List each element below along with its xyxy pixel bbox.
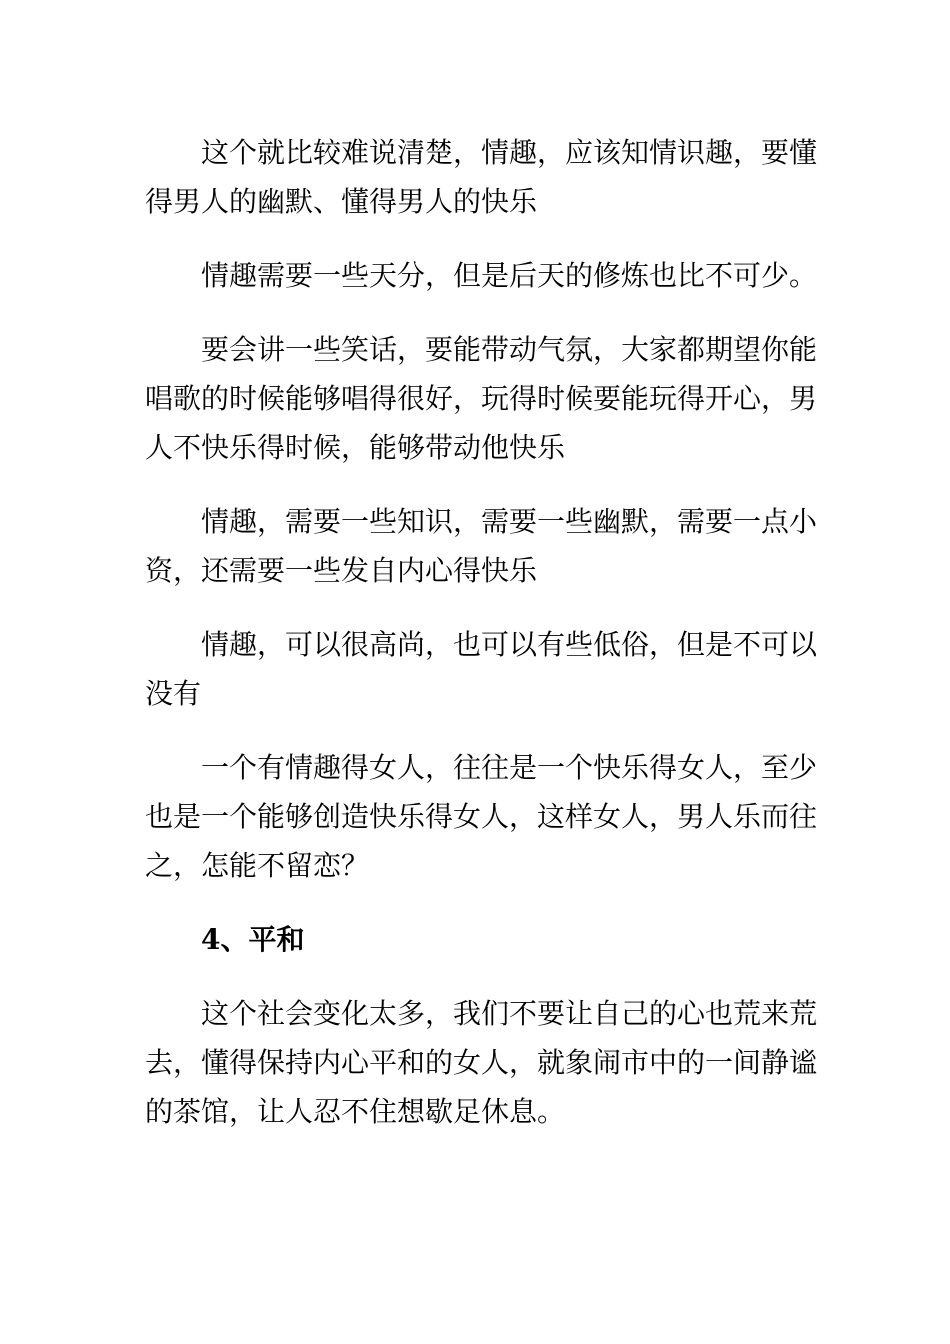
- paragraph-2: 情趣需要一些天分，但是后天的修炼也比不可少。: [201, 259, 818, 292]
- paragraph-3: 要会讲一些笑话，要能带动气氛，大家都期望你能唱歌的时候能够唱得很好，玩得时候要能玩得开心，男人不快乐得时候，能够带动他快乐: [145, 333, 818, 464]
- paragraph-6: 一个有情趣得女人，往往是一个快乐得女人，至少也是一个能够创造快乐得女人，这样女人，男人乐而往之，怎能不留恋？: [145, 751, 818, 882]
- paragraph-4: 情趣，需要一些知识，需要一些幽默，需要一点小资，还需要一些发自内心得快乐: [145, 505, 818, 587]
- paragraph-5: 情趣，可以很高尚，也可以有些低俗，但是不可以没有: [145, 628, 818, 710]
- document-body: [145, 128, 817, 1161]
- paragraph-1: 这个就比较难说清楚，情趣，应该知情识趣，要懂得男人的幽默、懂得男人的快乐: [145, 136, 818, 218]
- section-heading: 4、平和: [201, 923, 305, 956]
- paragraph-7: 这个社会变化太多，我们不要让自己的心也荒来荒去，懂得保持内心平和的女人，就象闹市中的一间静谧的茶馆，让人忍不住想歇足休息。: [145, 997, 818, 1128]
